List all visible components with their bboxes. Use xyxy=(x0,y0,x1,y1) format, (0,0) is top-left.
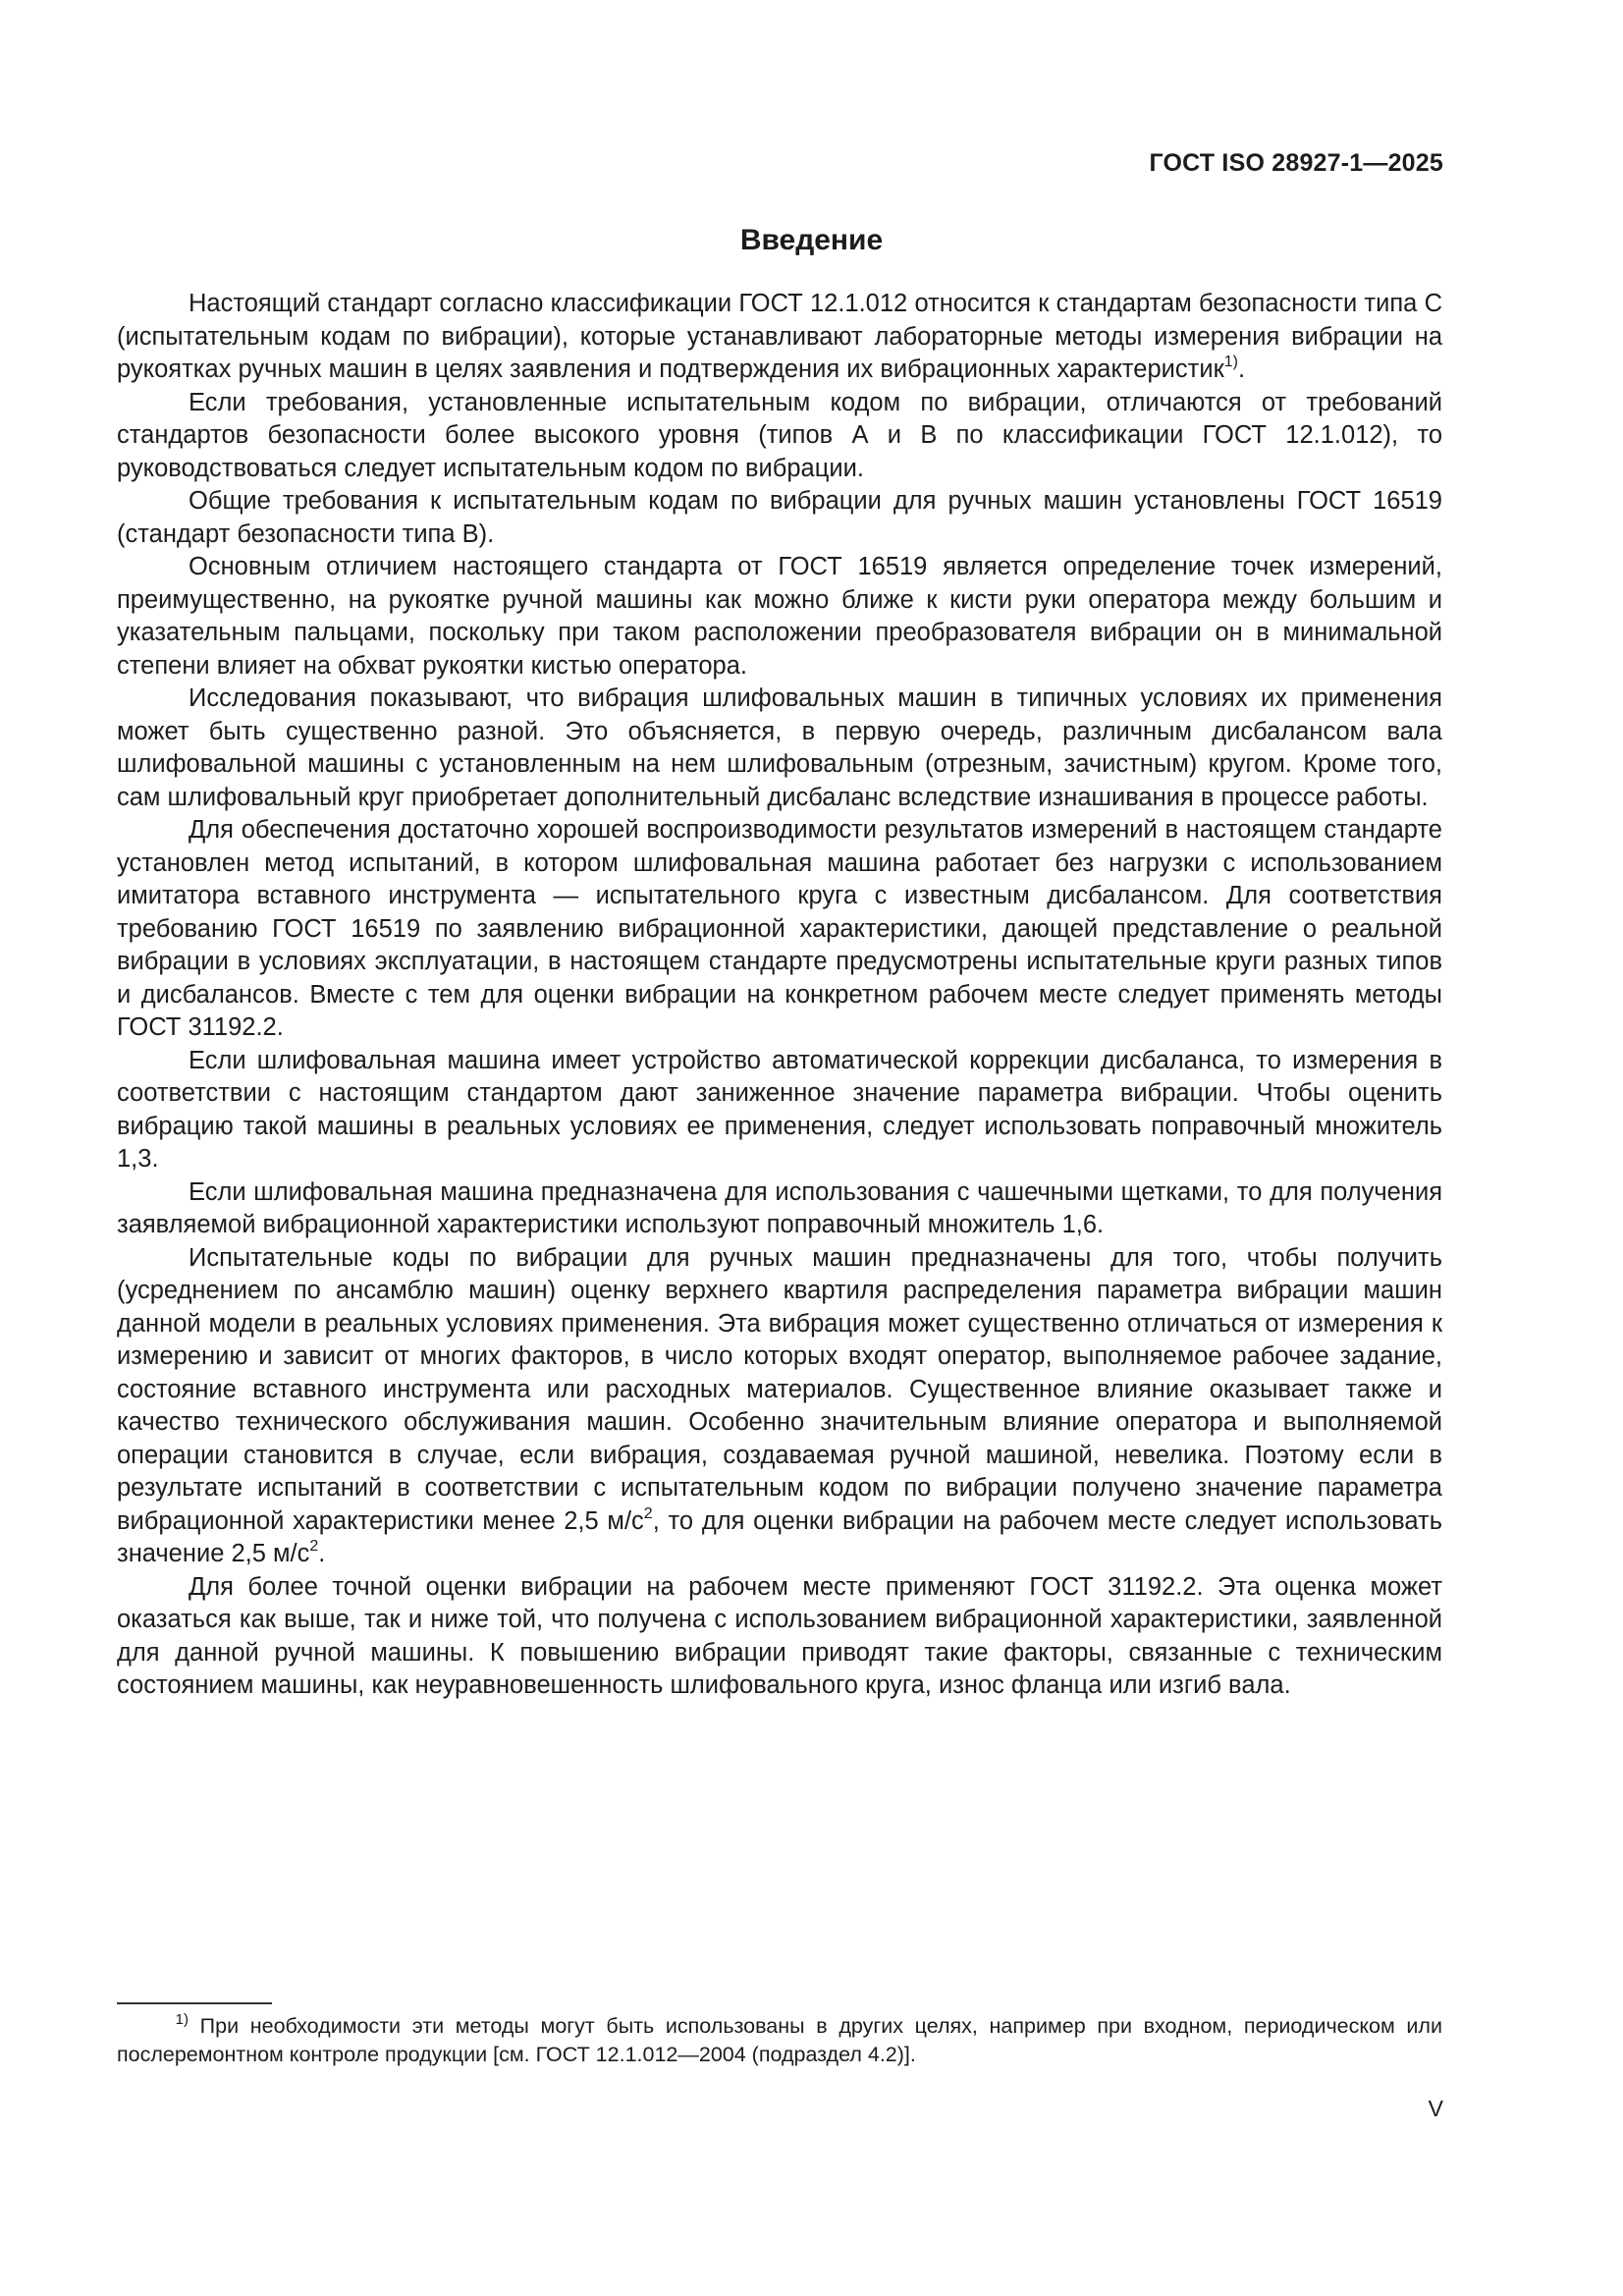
footnote-reference: 1) xyxy=(1223,354,1238,370)
document-code: ГОСТ ISO 28927-1—2025 xyxy=(1149,149,1443,177)
footnote-text: При необходимости эти методы могут быть использованы в других целях, например при входном, периодическом или послеремонтном контроле продукции [см. ГОСТ 12.1.012—2004 (подраздел 4.2)]. xyxy=(117,2014,1442,2066)
superscript: 2 xyxy=(309,1538,319,1555)
paragraph: Общие требования к испытательным кодам по вибрации для ручных машин установлены ГОСТ 16519 (стандарт безопасности типа В). xyxy=(117,487,1442,548)
footnote-separator xyxy=(117,2002,272,2004)
paragraph-text: Испытательные коды по вибрации для ручных машин предназначены для того, чтобы получить (усреднением по ансамблю машин) оценку верхнего квартиля распределения параметра вибрации машин данной модели в реальных условиях применения. Эта вибрация может существенно отличаться от измерения к измерению и зависит от многих факторов, в число которых входят оператор, выполняемое рабочее задание, состояние вставного инструмента или расходных материалов. Существенное влияние оказывает также и качество технического обслуживания машин. Особенно значительным влияние оператора и выполняемой операции становится в случае, если вибрация, создаваемая ручной машиной, невелика. Поэтому если в результате испытаний в соответствии с испытательным кодом по вибрации получено значение параметра вибрационной характеристики менее 2,5 м/с xyxy=(117,1243,1442,1535)
footnote-mark xyxy=(117,2012,189,2041)
paragraph: Для обеспечения достаточно хорошей воспроизводимости результатов измерений в настоящем стандарте установлен метод испытаний, в котором шлифовальная машина работает без нагрузки с использованием имитатора вставного инструмента — испытательного круга с известным дисбалансом. Для соответствия требованию ГОСТ 16519 по заявлению вибрационной характеристики, дающей представление о реальной вибрации в условиях эксплуатации, в настоящем стандарте предусмотрены испытательные круги разных типов и дисбалансов. Вместе с тем для оценки вибрации на конкретном рабочем месте следует применять методы ГОСТ 31192.2. xyxy=(117,816,1442,1041)
page-number: V xyxy=(1428,2096,1443,2121)
paragraph: Если шлифовальная машина имеет устройство автоматической коррекции дисбаланса, то измерения в соответствии с настоящим стандартом дают заниженное значение параметра вибрации. Чтобы оценить вибрацию такой машины в реальных условиях ее применения, следует использовать поправочный множитель 1,3. xyxy=(117,1046,1442,1173)
paragraph-text: Настоящий стандарт согласно классификации ГОСТ 12.1.012 относится к стандартам безопасности типа С (испытательным кодам по вибрации), которые устанавливают лабораторные методы измерения вибрации на рукоятках ручных машин в целях заявления и подтверждения их вибрационных характеристик xyxy=(117,290,1442,383)
paragraph: Если требования, установленные испытательным кодом по вибрации, отличаются от требований стандартов безопасности более высокого уровня (типов А и В по классификации ГОСТ 12.1.012), то руководствоваться следует испытательным кодом по вибрации. xyxy=(117,388,1442,482)
section-title: Введение xyxy=(739,224,884,256)
body-text xyxy=(117,288,1442,1703)
paragraph: Исследования показывают, что вибрация шлифовальных машин в типичных условиях их применения может быть существенно разной. Это объясняется, в первую очередь, различным дисбалансом вала шлифовальной машины с установленным на нем шлифовальным (отрезным, зачистным) кругом. Кроме того, сам шлифовальный круг приобретает дополнительный дисбаланс вследствие изнашивания в процессе работы. xyxy=(117,684,1442,811)
paragraph: Основным отличием настоящего стандарта от ГОСТ 16519 является определение точек измерений, преимущественно, на рукоятке ручной машины как можно ближе к кисти руки оператора между большим и указательным пальцами, поскольку при таком расположении преобразователя вибрации он в минимальной степени влияет на обхват рукоятки кистью оператора. xyxy=(117,553,1442,680)
paragraph xyxy=(117,288,1442,387)
footnote xyxy=(117,2012,1442,2069)
paragraph xyxy=(117,1242,1442,1571)
footnote-number: 1) xyxy=(175,2011,189,2028)
paragraph: Если шлифовальная машина предназначена для использования с чашечными щетками, то для получения заявляемой вибрационной характеристики используют поправочный множитель 1,6. xyxy=(117,1177,1442,1238)
paragraph: Для более точной оценки вибрации на рабочем месте применяют ГОСТ 31192.2. Эта оценка может оказаться как выше, так и ниже той, что получена с использованием вибрационной характеристики, заявленной для данной ручной машины. К повышению вибрации приводят такие факторы, связанные с техническим состоянием машины, как неуравновешенность шлифовального круга, износ фланца или изгиб вала. xyxy=(117,1572,1442,1699)
superscript: 2 xyxy=(643,1504,653,1522)
paragraph-text: . xyxy=(1237,355,1246,383)
paragraph-text: . xyxy=(318,1540,326,1567)
paragraph-text: , то для оценки вибрации на рабочем месте следует использовать значение 2,5 м/с xyxy=(117,1506,1442,1567)
